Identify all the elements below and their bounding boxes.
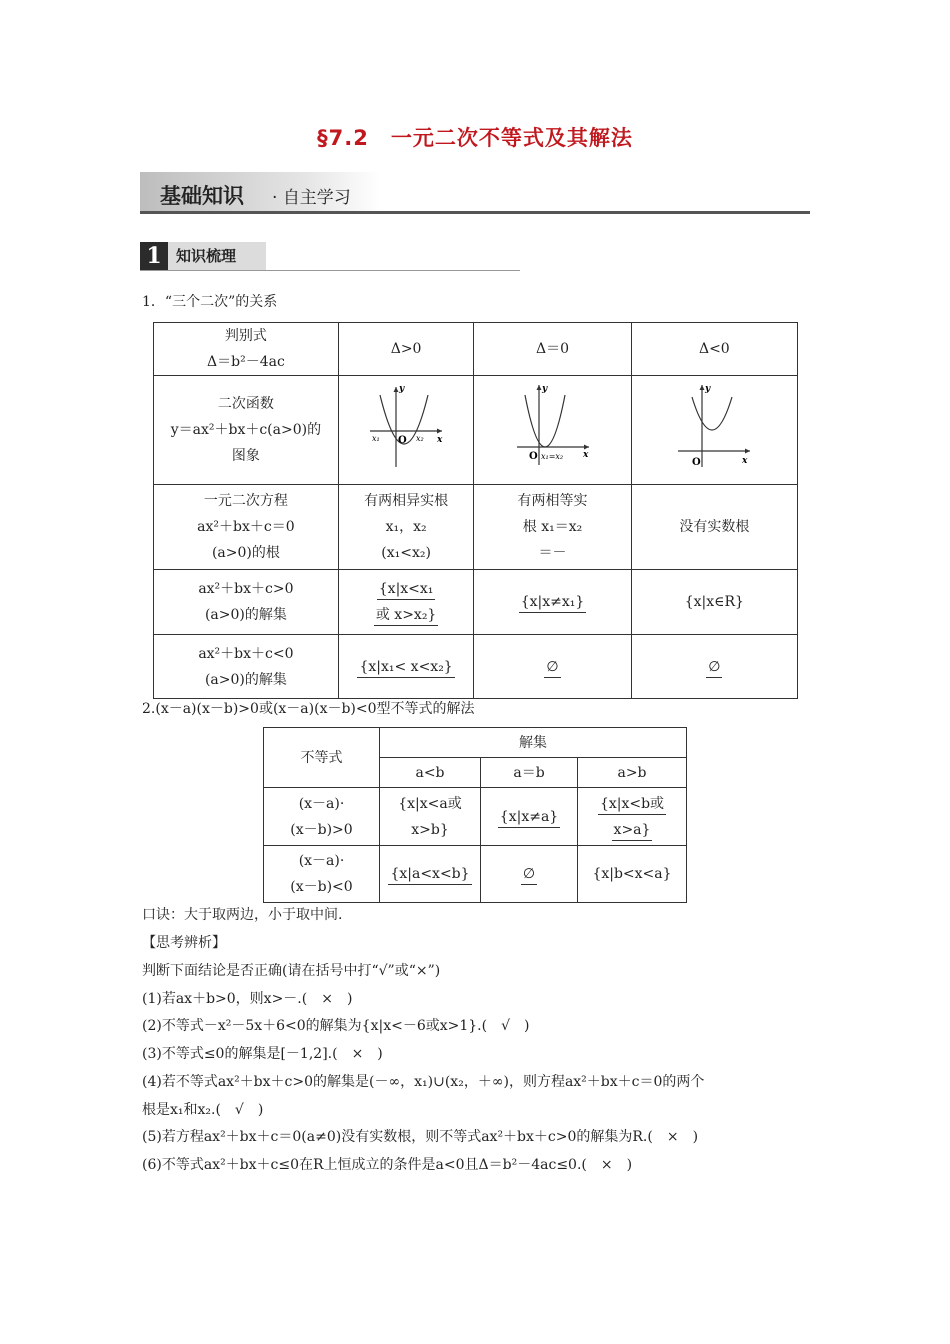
t1-gt-equal: {x|x≠x₁} — [474, 570, 631, 635]
t1-gt-none: {x|x∈R} — [631, 570, 797, 635]
t1-graph-double-root — [474, 376, 631, 485]
section-sub: · 自主学习 — [272, 188, 351, 208]
think-item-6: (6)不等式ax²＋bx＋c≤0在R上恒成立的条件是a<0且Δ＝b²－4ac≤0.( × ) — [142, 1157, 633, 1173]
part2-heading: 2.(x－a)(x－b)>0或(x－a)(x－b)<0型不等式的解法 — [142, 701, 475, 717]
svg-text:x₂: x₂ — [416, 433, 424, 443]
t1-roots-label: 一元二次方程 ax²＋bx＋c＝0 (a>0)的根 — [154, 485, 339, 570]
t1-lt-none: ∅ — [631, 635, 797, 699]
subsection-header — [140, 242, 520, 272]
t1-header-pos: Δ>0 — [338, 323, 474, 376]
t2-row1-a-eq-b: {x|x≠a} — [481, 788, 578, 846]
t2-col-a-eq-b: a＝b — [481, 758, 578, 788]
think-item-4: (4)若不等式ax²＋bx＋c>0的解集是(－∞，x₁)∪(x₂，＋∞)，则方程ax²＋bx＋c＝0的两个 — [142, 1074, 705, 1090]
t1-lt-label: ax²＋bx＋c<0 (a>0)的解集 — [154, 635, 339, 699]
parabola-double-root-graph — [513, 381, 593, 471]
mnemonic: 口诀：大于取两边，小于取中间. — [142, 907, 343, 923]
subsection-number: 1 — [140, 242, 168, 270]
svg-text:y: y — [705, 383, 711, 394]
svg-text:y: y — [399, 383, 405, 394]
svg-text:O: O — [692, 456, 702, 468]
t2-row2-a-gt-b: {x|b<x<a} — [578, 846, 687, 903]
svg-text:O: O — [398, 434, 407, 446]
subsection-rule — [140, 270, 520, 271]
svg-text:x: x — [742, 455, 748, 466]
t2-header-solution: 解集 — [380, 728, 687, 758]
section-header — [140, 172, 810, 212]
parabola-two-roots-graph — [366, 381, 446, 471]
think-item-3: (3)不等式≤0的解集是[－1,2].( × ) — [142, 1046, 383, 1062]
three-quadratics-table — [153, 322, 798, 699]
t1-header-discriminant: 判别式 Δ＝b²－4ac — [154, 323, 339, 376]
think-item-5: (5)若方程ax²＋bx＋c＝0(a≠0)没有实数根，则不等式ax²＋bx＋c>0的解集为R.( × ) — [142, 1129, 699, 1145]
parabola-no-root-graph — [674, 381, 754, 471]
subsection-label: 知识梳理 — [168, 242, 266, 270]
t2-row2-a-eq-b: ∅ — [481, 846, 578, 903]
t2-row2-a-lt-b: {x|a<x<b} — [380, 846, 481, 903]
think-intro: 判断下面结论是否正确(请在括号中打“√”或“×”) — [142, 963, 441, 979]
svg-text:x₁: x₁ — [372, 433, 380, 443]
t2-header-inequality: 不等式 — [264, 728, 380, 788]
t2-row1-label: (x－a)· (x－b)>0 — [264, 788, 380, 846]
section-rule — [140, 211, 810, 214]
factor-inequality-table — [263, 727, 687, 903]
t1-graph-no-root — [631, 376, 797, 485]
svg-text:O: O — [528, 450, 538, 462]
think-item-1: (1)若ax＋b>0，则x>－.( × ) — [142, 991, 353, 1007]
t1-roots-equal: 有两相等实 根 x₁＝x₂ ＝－ — [474, 485, 631, 570]
svg-text:x: x — [582, 449, 588, 460]
t2-row1-a-gt-b: {x|x<b或 x>a} — [578, 788, 687, 846]
t1-lt-equal: ∅ — [474, 635, 631, 699]
t1-lt-distinct: {x|x₁< x<x₂} — [338, 635, 474, 699]
think-item-4-cont: 根是x₁和x₂.( √ ) — [142, 1102, 264, 1118]
t1-roots-distinct: 有两相异实根 x₁，x₂ (x₁<x₂) — [338, 485, 474, 570]
part1-heading: 1．“三个二次”的关系 — [142, 294, 278, 310]
think-title: 【思考辨析】 — [142, 935, 226, 951]
t1-header-neg: Δ<0 — [631, 323, 797, 376]
t1-gt-distinct: {x|x<x₁ 或 x>x₂} — [338, 570, 474, 635]
t2-row2-label: (x－a)· (x－b)<0 — [264, 846, 380, 903]
svg-text:x₁=x₂: x₁=x₂ — [540, 451, 563, 461]
t1-header-zero: Δ＝0 — [474, 323, 631, 376]
t2-col-a-gt-b: a>b — [578, 758, 687, 788]
svg-text:y: y — [541, 383, 547, 394]
t1-roots-none: 没有实数根 — [631, 485, 797, 570]
t2-row1-a-lt-b: {x|x<a或 x>b} — [380, 788, 481, 846]
page-title: §7.2 一元二次不等式及其解法 — [317, 126, 633, 150]
svg-text:x: x — [437, 434, 443, 445]
section-main: 基础知识 — [160, 184, 244, 208]
t1-gt-label: ax²＋bx＋c>0 (a>0)的解集 — [154, 570, 339, 635]
t1-graph-label: 二次函数 y＝ax²＋bx＋c(a>0)的 图象 — [154, 376, 339, 485]
t1-graph-two-roots — [338, 376, 474, 485]
think-item-2: (2)不等式－x²－5x＋6<0的解集为{x|x<－6或x>1}.( √ ) — [142, 1018, 530, 1034]
t2-col-a-lt-b: a<b — [380, 758, 481, 788]
